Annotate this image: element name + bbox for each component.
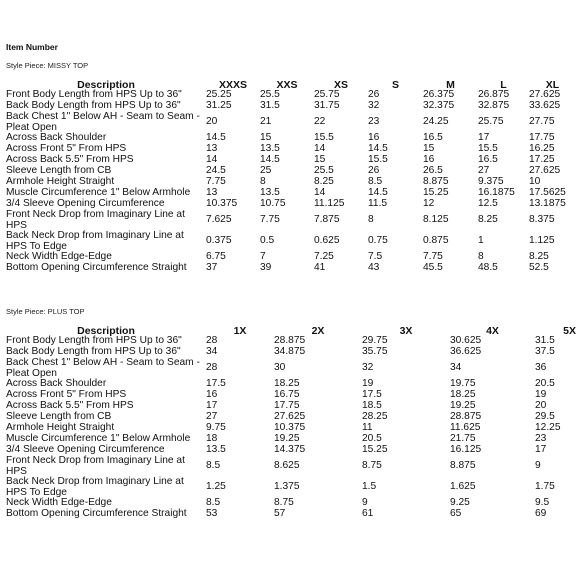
- measurement-value: 20: [206, 116, 218, 128]
- measurement-value: 0.625: [314, 235, 340, 247]
- size-header: 3X: [399, 324, 413, 337]
- measurement-value: 8.5: [206, 497, 221, 509]
- measurement-value: 19.25: [274, 433, 300, 445]
- measurement-description: 3/4 Sleeve Opening Circumference: [6, 198, 165, 210]
- measurement-description: Bottom Opening Circumference Straight: [6, 508, 187, 520]
- measurement-value: 8.375: [529, 214, 555, 226]
- measurement-value: 27.625: [529, 89, 561, 101]
- measurement-value: 7.875: [314, 214, 340, 226]
- measurement-value: 22: [314, 116, 326, 128]
- measurement-value: 32.875: [478, 100, 510, 112]
- measurement-value: 8.25: [314, 176, 334, 188]
- table-row: [6, 112, 576, 133]
- measurement-description: Across Front 5" From HPS: [6, 389, 127, 401]
- measurement-value: 17: [206, 400, 218, 412]
- measurement-value: 34: [450, 362, 462, 374]
- measurement-value: 37: [206, 262, 218, 274]
- measurement-value: 8: [478, 251, 484, 263]
- size-header: M: [446, 78, 455, 91]
- measurement-value: 7.5: [368, 251, 383, 263]
- measurement-value: 8.25: [529, 251, 549, 263]
- measurement-description: Across Back 5.5" From HPS: [6, 154, 134, 166]
- measurement-value: 34: [206, 346, 218, 358]
- measurement-value: 16: [423, 154, 435, 166]
- measurement-value: 17.75: [274, 400, 300, 412]
- measurement-value: 19: [535, 389, 547, 401]
- measurement-value: 19: [362, 378, 374, 390]
- measurement-value: 30.625: [450, 335, 482, 347]
- measurement-value: 28.25: [362, 411, 388, 423]
- measurement-value: 16: [206, 389, 218, 401]
- size-header: XL: [545, 78, 560, 91]
- measurement-value: 26: [368, 89, 380, 101]
- measurement-description: Back Body Length from HPS Up to 36": [6, 100, 181, 112]
- measurement-value: 0.375: [206, 235, 232, 247]
- measurement-value: 32: [368, 100, 380, 112]
- measurement-description: Across Back 5.5" From HPS: [6, 400, 134, 412]
- measurement-description: Neck Width Edge-Edge: [6, 497, 112, 509]
- measurement-value: 17.25: [529, 154, 555, 166]
- measurement-value: 32: [362, 362, 374, 374]
- measurement-value: 48.5: [478, 262, 498, 274]
- size-header: XXS: [276, 78, 298, 91]
- measurement-description: Front Body Length from HPS Up to 36": [6, 335, 182, 347]
- measurement-description: Armhole Height Straight: [6, 422, 115, 434]
- measurement-value: 9.75: [206, 422, 226, 434]
- table-row: [6, 358, 576, 379]
- measurement-description: Front Body Length from HPS Up to 36": [6, 89, 182, 101]
- measurement-value: 16.75: [274, 389, 300, 401]
- measurement-value: 18.25: [274, 378, 300, 390]
- measurement-value: 41: [314, 262, 326, 274]
- measurement-value: 23: [368, 116, 380, 128]
- measurement-value: 61: [362, 508, 374, 520]
- missy-measurement-table: [6, 76, 576, 274]
- measurement-value: 35.75: [362, 346, 388, 358]
- measurement-value: 15: [260, 132, 272, 144]
- measurement-value: 11.5: [368, 198, 388, 210]
- measurement-value: 9: [535, 460, 541, 472]
- measurement-value: 21: [260, 116, 272, 128]
- measurement-description: Neck Width Edge-Edge: [6, 251, 112, 263]
- measurement-value: 28.875: [450, 411, 482, 423]
- table-row: [6, 263, 576, 274]
- table-row: [6, 456, 576, 477]
- measurement-value: 14: [314, 187, 326, 199]
- measurement-value: 37.5: [535, 346, 555, 358]
- measurement-value: 15.5: [478, 143, 498, 155]
- table-row: [6, 231, 576, 252]
- measurement-value: 26.375: [423, 89, 455, 101]
- measurement-value: 15.25: [423, 187, 449, 199]
- measurement-value: 20.5: [362, 433, 382, 445]
- measurement-value: 43: [368, 262, 380, 274]
- measurement-value: 18.25: [450, 389, 476, 401]
- size-header: S: [391, 78, 399, 91]
- measurement-value: 24.25: [423, 116, 449, 128]
- measurement-value: 7.75: [260, 214, 280, 226]
- measurement-value: 9: [362, 497, 368, 509]
- table-header-row: [6, 322, 576, 336]
- measurement-value: 65: [450, 508, 462, 520]
- measurement-description: Sleeve Length from CB: [6, 165, 112, 177]
- measurement-description: Across Front 5" From HPS: [6, 143, 127, 155]
- measurement-value: 10.375: [206, 198, 238, 210]
- measurement-value: 17.5: [362, 389, 382, 401]
- measurement-value: 16.5: [478, 154, 498, 166]
- measurement-value: 31.5: [260, 100, 280, 112]
- measurement-value: 39: [260, 262, 272, 274]
- measurement-value: 1.375: [274, 481, 300, 493]
- measurement-value: 9.375: [478, 176, 504, 188]
- measurement-value: 25.5: [260, 89, 280, 101]
- measurement-value: 8.75: [362, 460, 382, 472]
- plus-table: [6, 322, 576, 520]
- measurement-value: 8.875: [423, 176, 449, 188]
- measurement-value: 1.125: [529, 235, 555, 247]
- measurement-value: 32.375: [423, 100, 455, 112]
- measurement-value: 17: [478, 132, 490, 144]
- measurement-value: 17: [535, 444, 547, 456]
- measurement-value: 8.25: [478, 214, 498, 226]
- measurement-value: 11: [362, 422, 373, 434]
- measurement-value: 10: [529, 176, 541, 188]
- measurement-value: 14.375: [274, 444, 306, 456]
- measurement-value: 10.375: [274, 422, 306, 434]
- measurement-value: 9.25: [450, 497, 470, 509]
- measurement-value: 13: [206, 187, 218, 199]
- measurement-value: 31.75: [314, 100, 340, 112]
- size-header: L: [500, 78, 507, 91]
- measurement-value: 17.5625: [529, 187, 566, 199]
- table-row: [6, 210, 576, 231]
- measurement-value: 27.625: [274, 411, 306, 423]
- measurement-value: 12: [423, 198, 435, 210]
- measurement-value: 9.5: [535, 497, 550, 509]
- item-number-label: Item Number: [6, 42, 58, 52]
- measurement-value: 16.1875: [478, 187, 515, 199]
- measurement-value: 28.875: [274, 335, 306, 347]
- measurement-value: 1: [478, 235, 484, 247]
- measurement-description: Bottom Opening Circumference Straight: [6, 262, 187, 274]
- measurement-value: 19.25: [450, 400, 476, 412]
- measurement-description: Back Neck Drop from Imaginary Line at HPS To Edge: [6, 476, 184, 498]
- measurement-value: 10.75: [260, 198, 286, 210]
- measurement-value: 7.625: [206, 214, 232, 226]
- measurement-value: 25.75: [478, 116, 504, 128]
- measurement-value: 13.5: [260, 143, 280, 155]
- measurement-value: 16: [368, 132, 380, 144]
- measurement-value: 25.75: [314, 89, 340, 101]
- plus-measurement-table: [6, 322, 576, 520]
- measurement-value: 36.625: [450, 346, 482, 358]
- measurement-value: 8.625: [274, 460, 300, 472]
- style-piece-missy: Style Piece: MISSY TOP: [6, 61, 89, 70]
- size-header: 2X: [311, 324, 325, 337]
- measurement-value: 30: [274, 362, 286, 374]
- measurement-value: 31.5: [535, 335, 555, 347]
- table-header-row: [6, 76, 576, 90]
- measurement-value: 1.5: [362, 481, 377, 493]
- measurement-value: 27: [478, 165, 490, 177]
- measurement-value: 7.75: [206, 176, 226, 188]
- style-piece-plus: Style Piece: PLUS TOP: [6, 307, 85, 316]
- measurement-value: 69: [535, 508, 547, 520]
- measurement-value: 53: [206, 508, 218, 520]
- measurement-value: 14.5: [260, 154, 280, 166]
- measurement-value: 14: [314, 143, 326, 155]
- table-row: [6, 509, 576, 520]
- description-header: Description: [77, 78, 135, 91]
- measurement-value: 28: [206, 362, 218, 374]
- measurement-value: 31.25: [206, 100, 232, 112]
- measurement-value: 7.75: [423, 251, 443, 263]
- measurement-value: 8.125: [423, 214, 449, 226]
- measurement-value: 25: [260, 165, 272, 177]
- measurement-value: 12.25: [535, 422, 561, 434]
- measurement-description: 3/4 Sleeve Opening Circumference: [6, 444, 165, 456]
- measurement-description: Front Neck Drop from Imaginary Line at HPS: [6, 209, 185, 231]
- measurement-value: 14.5: [368, 143, 388, 155]
- measurement-description: Back Neck Drop from Imaginary Line at HPS To Edge: [6, 230, 184, 252]
- measurement-value: 1.25: [206, 481, 226, 493]
- measurement-value: 0.875: [423, 235, 449, 247]
- measurement-value: 13.5: [260, 187, 280, 199]
- measurement-value: 11.625: [450, 422, 481, 434]
- measurement-value: 13: [206, 143, 218, 155]
- measurement-description: Muscle Circumference 1" Below Armhole: [6, 433, 191, 445]
- measurement-value: 52.5: [529, 262, 549, 274]
- description-header: Description: [77, 324, 135, 337]
- measurement-value: 20: [535, 400, 547, 412]
- measurement-value: 15: [423, 143, 435, 155]
- measurement-value: 15: [314, 154, 326, 166]
- measurement-value: 15.5: [314, 132, 334, 144]
- measurement-value: 27: [206, 411, 218, 423]
- measurement-value: 13.5: [206, 444, 226, 456]
- measurement-value: 17.5: [206, 378, 226, 390]
- measurement-value: 18.5: [362, 400, 382, 412]
- measurement-description: Sleeve Length from CB: [6, 411, 112, 423]
- measurement-value: 8: [368, 214, 374, 226]
- size-header: XS: [333, 78, 348, 91]
- measurement-value: 27.75: [529, 116, 555, 128]
- measurement-value: 0.5: [260, 235, 275, 247]
- measurement-description: Back Chest 1" Below AH - Seam to Seam - Pleat Open: [6, 357, 200, 379]
- plus-table-body: [6, 336, 576, 520]
- measurement-value: 18: [206, 433, 218, 445]
- measurement-value: 14.5: [206, 132, 226, 144]
- measurement-value: 6.75: [206, 251, 226, 263]
- measurement-value: 25.25: [206, 89, 232, 101]
- measurement-description: Across Back Shoulder: [6, 378, 107, 390]
- table-row: [6, 477, 576, 498]
- measurement-value: 8.5: [206, 460, 221, 472]
- measurement-value: 1.75: [535, 481, 555, 493]
- measurement-value: 13.1875: [529, 198, 566, 210]
- measurement-value: 26: [368, 165, 380, 177]
- measurement-value: 1.625: [450, 481, 476, 493]
- measurement-value: 27.625: [529, 165, 561, 177]
- measurement-description: Back Body Length from HPS Up to 36": [6, 346, 181, 358]
- measurement-value: 24.5: [206, 165, 226, 177]
- measurement-value: 12.5: [478, 198, 498, 210]
- measurement-value: 15.5: [368, 154, 388, 166]
- measurement-value: 16.5: [423, 132, 443, 144]
- measurement-value: 20.5: [535, 378, 555, 390]
- measurement-value: 7.25: [314, 251, 334, 263]
- measurement-value: 29.5: [535, 411, 555, 423]
- measurement-value: 29.75: [362, 335, 388, 347]
- measurement-description: Muscle Circumference 1" Below Armhole: [6, 187, 191, 199]
- measurement-value: 34.875: [274, 346, 306, 358]
- measurement-value: 26.5: [423, 165, 443, 177]
- measurement-value: 28: [206, 335, 218, 347]
- measurement-description: Armhole Height Straight: [6, 176, 115, 188]
- missy-table-body: [6, 90, 576, 274]
- measurement-value: 11.125: [314, 198, 345, 210]
- measurement-value: 8.75: [274, 497, 294, 509]
- measurement-value: 45.5: [423, 262, 443, 274]
- size-header: 1X: [233, 324, 247, 337]
- measurement-value: 15.25: [362, 444, 388, 456]
- measurement-value: 33.625: [529, 100, 561, 112]
- size-header: 5X: [563, 324, 576, 337]
- measurement-value: 14.5: [368, 187, 388, 199]
- measurement-value: 23: [535, 433, 547, 445]
- measurement-value: 8: [260, 176, 266, 188]
- measurement-value: 36: [535, 362, 547, 374]
- measurement-value: 26.875: [478, 89, 510, 101]
- measurement-value: 17.75: [529, 132, 555, 144]
- measurement-value: 16.25: [529, 143, 555, 155]
- missy-table: [6, 76, 576, 274]
- size-header: XXXS: [218, 78, 247, 91]
- measurement-value: 57: [274, 508, 286, 520]
- measurement-value: 19.75: [450, 378, 476, 390]
- size-header: 4X: [486, 324, 499, 337]
- measurement-value: 8.5: [368, 176, 383, 188]
- measurement-value: 25.5: [314, 165, 334, 177]
- measurement-value: 16.125: [450, 444, 482, 456]
- measurement-description: Front Neck Drop from Imaginary Line at HPS: [6, 455, 185, 477]
- measurement-value: 7: [260, 251, 266, 263]
- measurement-description: Back Chest 1" Below AH - Seam to Seam - Pleat Open: [6, 111, 200, 133]
- measurement-value: 0.75: [368, 235, 388, 247]
- measurement-value: 14: [206, 154, 218, 166]
- measurement-value: 8.875: [450, 460, 476, 472]
- measurement-value: 21.75: [450, 433, 476, 445]
- measurement-description: Across Back Shoulder: [6, 132, 107, 144]
